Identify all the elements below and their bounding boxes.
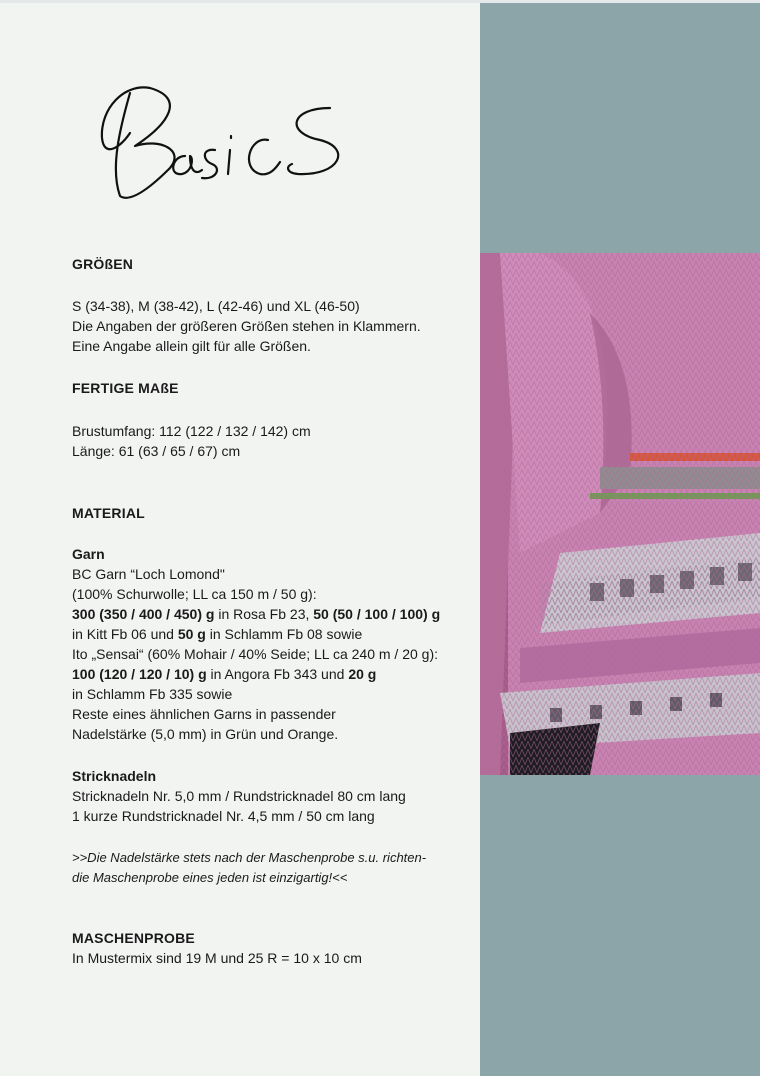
finished-text (72, 421, 472, 461)
needles-heading: Stricknadeln (72, 768, 157, 784)
yarn-line: in Schlamm Fb 335 sowie (72, 686, 233, 702)
yarn-line: Reste eines ähnlichen Garns in passender (72, 706, 336, 722)
gauge-section (72, 928, 472, 968)
yarn-color: in Kitt Fb 06 und (72, 626, 178, 642)
material-section (72, 503, 472, 523)
finished-section (72, 378, 472, 398)
sweater-photo (480, 253, 760, 775)
yarn-line: (100% Schurwolle; LL ca 150 m / 50 g): (72, 586, 317, 602)
yarn-line (72, 624, 472, 644)
needles-line: 1 kurze Rundstricknadel Nr. 4,5 mm / 50 cm lang (72, 808, 375, 824)
sizes-line: Eine Angabe allein gilt für alle Größen. (72, 338, 311, 354)
sizes-text (72, 296, 472, 356)
yarn-heading: Garn (72, 546, 105, 562)
page-title (90, 78, 390, 208)
yarn-amount: 20 g (348, 666, 377, 682)
yarn-color: in Rosa Fb 23, (214, 606, 314, 622)
sizes-line: S (34-38), M (38-42), L (42-46) und XL (46-50) (72, 298, 360, 314)
yarn-color: in Angora Fb 343 und (206, 666, 349, 682)
sizes-section (72, 254, 472, 274)
sizes-heading: GRÖßEN (72, 256, 134, 272)
sizes-line: Die Angaben der größeren Größen stehen in Klammern. (72, 318, 421, 334)
yarn-color: in Schlamm Fb 08 sowie (205, 626, 363, 642)
needle-note (72, 848, 472, 888)
length-measure: Länge: 61 (63 / 65 / 67) cm (72, 443, 241, 459)
chest-measure: Brustumfang: 112 (122 / 132 / 142) cm (72, 423, 311, 439)
note-line: >>Die Nadelstärke stets nach der Maschenprobe s.u. richten- (72, 850, 427, 865)
yarn-line (72, 604, 472, 624)
material-heading: MATERIAL (72, 505, 145, 521)
yarn-line (72, 664, 472, 684)
gauge-text: In Mustermix sind 19 M und 25 R = 10 x 10 cm (72, 950, 362, 966)
note-line: die Maschenprobe eines jeden ist einzigartig!<< (72, 870, 348, 885)
yarn-amount: 50 (50 / 100 / 100) g (313, 606, 441, 622)
finished-heading: FERTIGE MAßE (72, 380, 179, 396)
yarn-line: BC Garn “Loch Lomond" (72, 566, 225, 582)
yarn-line: Ito „Sensai“ (60% Mohair / 40% Seide; LL ca 240 m / 20 g): (72, 646, 439, 662)
yarn-line: Nadelstärke (5,0 mm) in Grün und Orange. (72, 726, 339, 742)
yarn-amount: 100 (120 / 120 / 10) g (72, 666, 207, 682)
needles-line: Stricknadeln Nr. 5,0 mm / Rundstricknadel 80 cm lang (72, 788, 406, 804)
yarn-amount: 50 g (177, 626, 206, 642)
needles-block (72, 766, 472, 826)
gauge-heading: MASCHENPROBE (72, 930, 195, 946)
yarn-block (72, 544, 472, 744)
yarn-amount: 300 (350 / 400 / 450) g (72, 606, 215, 622)
